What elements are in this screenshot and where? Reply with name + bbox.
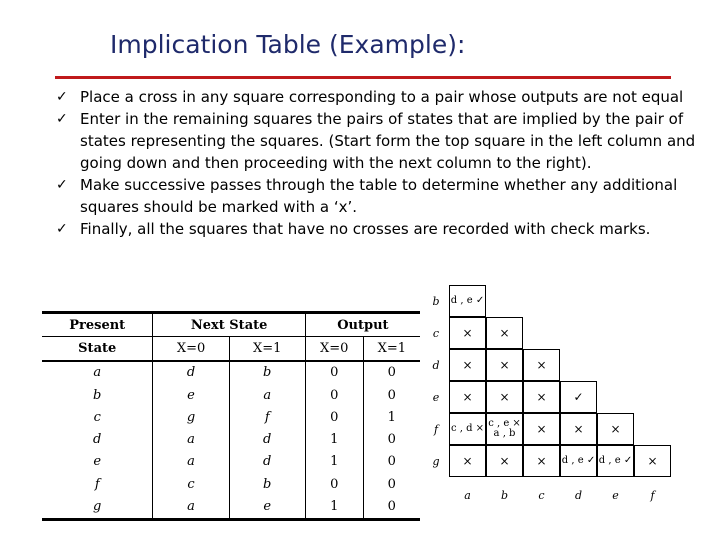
chart-cell: × <box>486 349 523 381</box>
table-row <box>42 384 420 406</box>
table-row <box>42 495 420 519</box>
table-cell: d <box>153 361 229 384</box>
table-cell: c <box>93 409 101 425</box>
table-cell: 0 <box>363 473 420 495</box>
checkmark-icon: ✓ <box>56 89 68 105</box>
table-cell: a <box>153 428 229 450</box>
table-cell: f <box>94 476 100 492</box>
chart-cell: × <box>486 381 523 413</box>
bullet-text: Make successive passes through the table to determine whether any additional squares should be marked with a ‘x’. <box>80 176 678 216</box>
column-label: c <box>538 489 545 502</box>
chart-cell: × <box>560 413 597 445</box>
slide-title: Implication Table (Example): <box>110 30 466 59</box>
table-cell: 0 <box>305 384 363 406</box>
chart-cell: d , e ✓ <box>449 285 486 317</box>
column-label: f <box>650 489 655 502</box>
chart-cell: × <box>597 413 634 445</box>
header-next-state: Next State <box>153 313 305 337</box>
table-cell: 0 <box>305 361 363 384</box>
table-cell: 1 <box>305 451 363 473</box>
bullet-text: Finally, all the squares that have no crosses are recorded with check marks. <box>80 220 651 238</box>
table-cell: 1 <box>363 406 420 428</box>
row-label: f <box>433 423 439 436</box>
state-table <box>42 311 420 521</box>
chart-cell: ✓ <box>560 381 597 413</box>
subheader: X=0 <box>305 337 363 361</box>
bullet-text: Place a cross in any square corresponding to a pair whose outputs are not equal <box>80 88 684 106</box>
chart-cell: c , e × a , b <box>486 413 523 445</box>
chart-cell: c , d × <box>449 413 486 445</box>
subheader: X=1 <box>229 337 305 361</box>
header-output: Output <box>305 313 420 337</box>
checkmark-icon: ✓ <box>56 111 68 127</box>
table-cell: e <box>153 384 229 406</box>
row-label: b <box>432 295 440 308</box>
row-label: e <box>432 391 440 404</box>
chart-cell: × <box>449 317 486 349</box>
table-cell: b <box>93 387 102 403</box>
table-row <box>42 451 420 473</box>
chart-cell: × <box>523 445 560 477</box>
chart-cell: × <box>523 381 560 413</box>
chart-cell: × <box>634 445 671 477</box>
chart-cell: d , e ✓ <box>560 445 597 477</box>
bullet-item <box>56 218 696 240</box>
chart-cell: × <box>449 349 486 381</box>
bullet-item <box>56 174 696 218</box>
row-label: d <box>432 359 440 372</box>
table-cell: a <box>229 384 305 406</box>
chart-cell: × <box>523 349 560 381</box>
bullet-text: Enter in the remaining squares the pairs of states that are implied by the pair of states representing the squares. (Start form the top square in the left column and going down and then proceeding with the next column to the right). <box>80 110 696 172</box>
subheader: X=1 <box>363 337 420 361</box>
implication-chart <box>420 285 720 540</box>
table-row <box>42 361 420 384</box>
table-cell: 0 <box>305 473 363 495</box>
row-label: c <box>432 327 440 340</box>
chart-cell: × <box>486 445 523 477</box>
table-row <box>42 406 420 428</box>
table-cell: 0 <box>363 451 420 473</box>
table-cell: e <box>229 495 305 519</box>
table-cell: d <box>229 428 305 450</box>
chart-cell: d , e ✓ <box>597 445 634 477</box>
table-cell: e <box>93 454 102 470</box>
table-cell: g <box>153 406 229 428</box>
table-cell: a <box>153 495 229 519</box>
checkmark-icon: ✓ <box>56 177 68 193</box>
bullet-item <box>56 86 696 108</box>
table-cell: 1 <box>305 428 363 450</box>
checkmark-icon: ✓ <box>56 221 68 237</box>
title-divider <box>55 76 671 79</box>
chart-cell: × <box>449 445 486 477</box>
table-cell: b <box>229 473 305 495</box>
table-cell: d <box>93 432 102 448</box>
table-cell: b <box>229 361 305 384</box>
table-cell: g <box>42 495 153 519</box>
table-cell: 1 <box>305 495 363 519</box>
table-cell: c <box>153 473 229 495</box>
header-present: Present <box>42 313 153 337</box>
table-cell: 0 <box>363 361 420 384</box>
table-row <box>42 428 420 450</box>
bullet-list <box>56 86 696 240</box>
table-cell: 0 <box>305 406 363 428</box>
table-cell: 0 <box>363 428 420 450</box>
table-row <box>42 473 420 495</box>
table-cell: a <box>93 365 102 381</box>
column-label: a <box>464 489 471 502</box>
table-cell: a <box>153 451 229 473</box>
chart-cell: × <box>486 317 523 349</box>
chart-cell: × <box>523 413 560 445</box>
table-cell: d <box>229 451 305 473</box>
table-cell: 0 <box>363 495 420 519</box>
column-label: d <box>574 489 583 502</box>
chart-cell: × <box>449 381 486 413</box>
subheader: X=0 <box>153 337 229 361</box>
column-label: e <box>612 489 619 502</box>
bullet-item <box>56 108 696 174</box>
table-cell: 0 <box>363 384 420 406</box>
row-label: g <box>432 455 440 468</box>
column-label: b <box>500 489 509 502</box>
header-state: State <box>42 337 153 361</box>
table-cell: f <box>229 406 305 428</box>
